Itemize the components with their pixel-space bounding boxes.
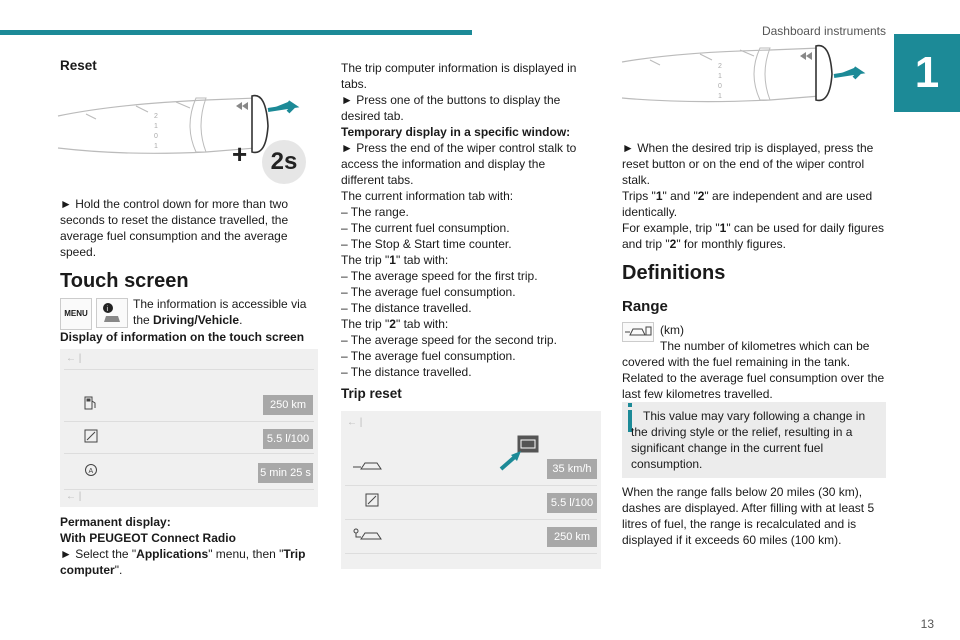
- ex-e: " for monthly figures.: [676, 237, 786, 251]
- trip-reset-heading: Trip reset: [341, 386, 402, 401]
- t2c: " tab with:: [395, 317, 449, 331]
- range-unit: (km): [660, 323, 684, 337]
- svg-text:1: 1: [718, 93, 722, 100]
- distance-icon: [353, 527, 383, 541]
- reset-instruction: ► Hold the control down for more than two seconds to reset the distance travelled, the average fuel consumption and the average speed.: [60, 197, 289, 259]
- svg-text:1: 1: [154, 143, 158, 150]
- page-number: 13: [920, 617, 934, 631]
- trip-computer-text: [341, 60, 591, 380]
- avg-consumption-value: 5.5 l/100: [547, 493, 597, 513]
- t2a: The trip ": [341, 317, 390, 331]
- perm-a: ► Select the ": [60, 547, 137, 561]
- svg-text:0: 0: [718, 83, 722, 90]
- peugeot-connect-heading: With PEUGEOT Connect Radio: [60, 531, 236, 545]
- driving-vehicle-icon: [96, 298, 128, 328]
- tr-e: " are independent and are used identically.: [622, 189, 873, 219]
- list-item: – The range.: [341, 205, 409, 219]
- permanent-display-heading: Permanent display:: [60, 515, 171, 529]
- plus-icon: +: [232, 139, 248, 169]
- touch-access-text: [133, 296, 313, 328]
- definitions-heading: Definitions: [622, 262, 726, 284]
- back-arrow-icon: ← |: [347, 417, 363, 428]
- t1c: " tab with:: [395, 253, 449, 267]
- driving-vehicle-label: Driving/Vehicle: [153, 313, 240, 327]
- trip1-tab-text: [341, 252, 591, 268]
- touch-screen-heading: Touch screen: [60, 270, 189, 292]
- touch-text-a: The information is accessible via the: [133, 297, 307, 327]
- tr-b: 1: [655, 189, 663, 203]
- stalk-illustration-trip: [620, 42, 872, 132]
- tr-c: " and ": [662, 189, 698, 203]
- menu-button-icon: MENU: [60, 298, 92, 330]
- consumption-value: 5.5 l/100: [263, 429, 313, 449]
- back-arrow-icon: ← |: [66, 353, 82, 364]
- trip-reset-instructions: [622, 140, 884, 252]
- list-item: – The average speed for the second trip.: [341, 333, 557, 347]
- permanent-display-instruction: [60, 546, 320, 578]
- range-heading: Range: [622, 298, 668, 315]
- perm-c: " menu, then ": [208, 547, 284, 561]
- press-stalk-text: ► Press the end of the wiper control stalk to access the information and display the different tabs.: [341, 141, 577, 187]
- reset-heading: Reset: [60, 58, 97, 73]
- distance-value: 250 km: [547, 527, 597, 547]
- ex-a: For example, trip ": [622, 221, 720, 235]
- info-icon-dot: [628, 403, 632, 407]
- example-text: [622, 220, 884, 252]
- t1a: The trip ": [341, 253, 390, 267]
- back-arrow-icon-bottom: ← |: [66, 491, 82, 502]
- list-item: – The Stop & Start time counter.: [341, 237, 512, 251]
- press-reset-text: ► When the desired trip is displayed, press the reset button or on the end of the wiper control stalk.: [622, 141, 874, 187]
- t2b: 2: [389, 317, 396, 331]
- trip-reset-screen-illustration: [341, 411, 601, 569]
- press-button-text: ► Press one of the buttons to display the desired tab.: [341, 93, 561, 123]
- range-dashes-text: When the range falls below 20 miles (30 km), dashes are displayed. After filling with at least 5 litres of fuel, the range is recalculated and is displayed if it exceeds 60 miles (100 km).: [622, 485, 875, 547]
- stop-start-icon: [84, 463, 98, 477]
- trip2-tab-text: [341, 316, 591, 332]
- section-title: Dashboard instruments: [761, 24, 886, 38]
- display-subheading: Display of information on the touch screen: [60, 330, 305, 344]
- range-definition: The number of kilometres which can be covered with the fuel remaining in the tank. Related to the average fuel consumption over the last few kilometres travelled.: [622, 339, 885, 401]
- svg-text:A: A: [88, 468, 94, 475]
- hold-duration-text: 2s: [270, 148, 298, 175]
- touch-screen-illustration: [60, 349, 318, 507]
- svg-text:1: 1: [718, 73, 722, 80]
- trips-independent-text: [622, 188, 884, 220]
- tabs-text: The trip computer information is displayed in tabs.: [341, 61, 577, 91]
- list-item: – The distance travelled.: [341, 301, 472, 315]
- svg-text:i: i: [106, 306, 109, 313]
- svg-text:0: 0: [154, 133, 158, 140]
- fuel-consumption-icon: [84, 429, 98, 445]
- header-accent-bar: [0, 30, 472, 35]
- fuel-pump-icon: [84, 395, 98, 411]
- touch-text-c: .: [239, 313, 243, 327]
- ex-d: 2: [669, 237, 677, 251]
- stop-start-value: 5 min 25 s: [258, 463, 313, 483]
- pointer-arrow-icon: [497, 451, 525, 471]
- ex-b: 1: [719, 221, 727, 235]
- trip-computer-label: Trip computer: [60, 547, 306, 577]
- list-item: – The average fuel consumption.: [341, 285, 516, 299]
- tr-d: 2: [697, 189, 705, 203]
- tr-a: Trips ": [622, 189, 656, 203]
- range-value: 250 km: [263, 395, 313, 415]
- chapter-number: 1: [914, 48, 940, 97]
- list-item: – The average fuel consumption.: [341, 349, 516, 363]
- avg-speed-icon: [353, 459, 383, 473]
- info-note-text: This value may vary following a change in the driving style or the relief, resulting in a significant change in the current fuel consumption.: [631, 409, 866, 471]
- perm-e: ".: [114, 563, 123, 577]
- applications-label: Applications: [136, 547, 209, 561]
- list-item: – The distance travelled.: [341, 365, 472, 379]
- svg-text:2: 2: [154, 113, 158, 120]
- svg-text:1: 1: [154, 123, 158, 130]
- list-item: – The current fuel consumption.: [341, 221, 510, 235]
- ex-c: " can be used for daily figures and trip ": [622, 221, 884, 251]
- fuel-consumption-icon: [365, 493, 379, 509]
- svg-text:2: 2: [718, 63, 722, 70]
- hold-duration-badge: [262, 140, 306, 184]
- current-tab-text: The current information tab with:: [341, 189, 514, 203]
- list-item: – The average speed for the first trip.: [341, 269, 538, 283]
- avg-speed-value: 35 km/h: [547, 459, 597, 479]
- temporary-display-heading: Temporary display in a specific window:: [341, 125, 571, 139]
- t1b: 1: [389, 253, 396, 267]
